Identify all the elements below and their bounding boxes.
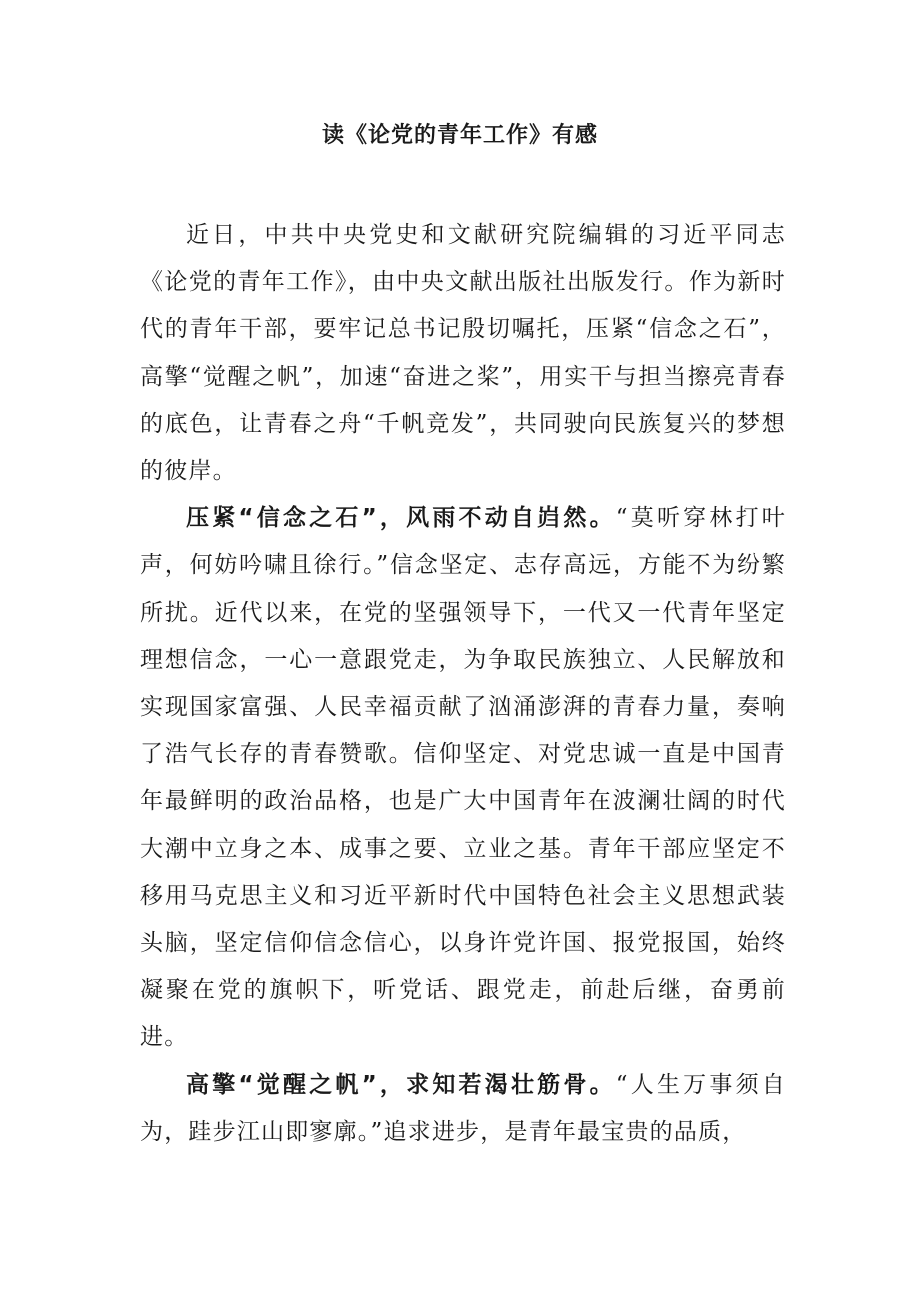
paragraph-text: 近日，中共中央党史和文献研究院编辑的习近平同志《论党的青年工作》，由中央文献出版社出版发行。作为新时代的青年干部，要牢记总书记殷切嘱托，压紧“信念之石”，高擎“觉醒之帆”，加速“奋进之桨”，用实干与担当擦亮青春的底色，让青春之舟“千帆竞发”，共同驶向民族复兴的梦想的彼岸。 xyxy=(140,222,786,485)
paragraph-lead-heading: 压紧“信念之石”，风雨不动自岿然。 xyxy=(186,505,616,532)
paragraph-text: “莫听穿林打叶声，何妨吟啸且徐行。”信念坚定、志存高远，方能不为纷繁所扰。近代以来，在党的坚强领导下，一代又一代青年坚定理想信念，一心一意跟党走，为争取民族独立、人民解放和实现国家富强、人民幸福贡献了汹涌澎湃的青春力量，奏响了浩气长存的青春赞歌。信仰坚定、对党忠诚一直是中国青年最鲜明的政治品格，也是广大中国青年在波澜壮阔的时代大潮中立身之本、成事之要、立业之基。青年干部应坚定不移用马克思主义和习近平新时代中国特色社会主义思想武装头脑，坚定信仰信念信心，以身许党许国、报党报国，始终凝聚在党的旗帜下，听党话、跟党走，前赴后继，奋勇前进。 xyxy=(140,505,786,1051)
paragraph-intro xyxy=(140,212,786,495)
paragraph-faith-stone xyxy=(140,495,786,1061)
document-title: 读《论党的青年工作》有感 xyxy=(321,123,598,148)
paragraph-text: “人生万事须自为，跬步江山即寥廓。”追求进步，是青年最宝贵的品质， xyxy=(140,1071,786,1145)
paragraph-lead-heading: 高擎“觉醒之帆”，求知若渴壮筋骨。 xyxy=(186,1071,616,1098)
paragraph-awakening-sail xyxy=(140,1062,786,1156)
document-body xyxy=(140,212,786,1156)
